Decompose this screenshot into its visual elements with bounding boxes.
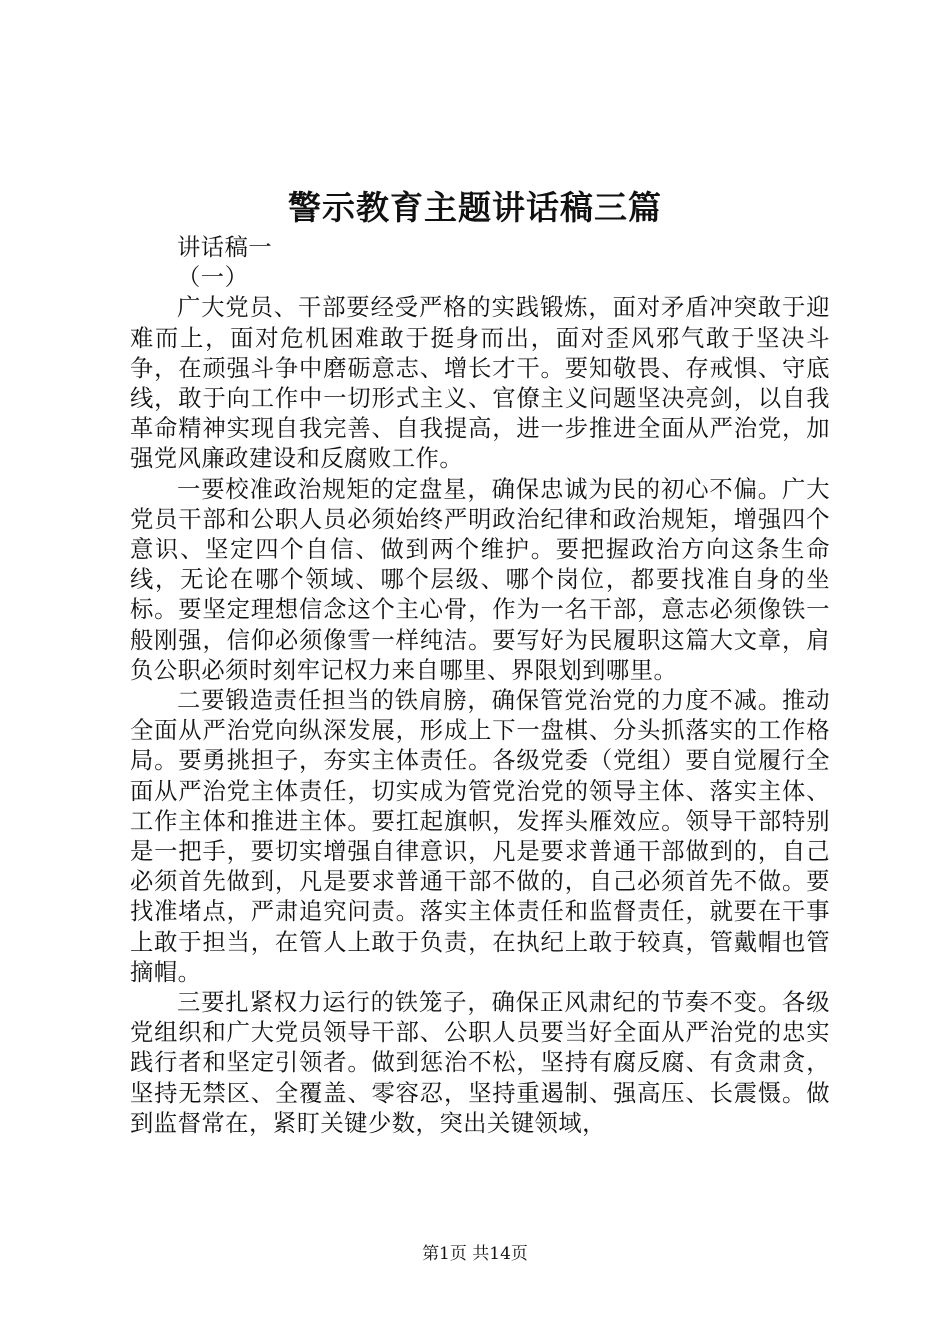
paragraph-3: 二要锻造责任担当的铁肩膀，确保管党治党的力度不减。推动全面从严治党向纵深发展，形成上下一盘棋、分头抓落实的工作格局。要勇挑担子，夯实主体责任。各级党委（党组）要自觉履行全面从严治党主体责任，切实成为管党治党的领导主体、落实主体、工作主体和推进主体。要扛起旗帜，发挥头雁效应。领导干部特别是一把手，要切实增强自律意识，凡是要求普通干部做到的，自己必须首先做到，凡是要求普通干部不做的，自己必须首先不做。要找准堵点，严肃追究问责。落实主体责任和监督责任，就要在干事上敢于担当，在管人上敢于负责，在执纪上敢于较真，管戴帽也管摘帽。: [130, 687, 830, 986]
paragraph-1: 广大党员、干部要经受严格的实践锻炼，面对矛盾冲突敢于迎难而上，面对危机困难敢于挺身而出，面对歪风邪气敢于坚决斗争，在顽强斗争中磨砺意志、增长才干。要知敬畏、存戒惧、守底线，敢于向工作中一切形式主义、官僚主义问题坚决亮剑，以自我革命精神实现自我完善、自我提高，进一步推进全面从严治党，加强党风廉政建设和反腐败工作。: [130, 294, 830, 473]
page-footer: 第1页 共14页: [422, 1244, 528, 1264]
document-body: [130, 233, 830, 1139]
section-heading: （一）: [177, 264, 249, 292]
speech-subtitle: 讲话稿一: [177, 234, 273, 261]
paragraph-4: 三要扎紧权力运行的铁笼子，确保正风肃纪的节奏不变。各级党组织和广大党员领导干部、公职人员要当好全面从严治党的忠实践行者和坚定引领者。做到惩治不松，坚持有腐反腐、有贪肃贪，坚持无禁区、全覆盖、零容忍，坚持重遏制、强高压、长震慑。做到监督常在，紧盯关键少数，突出关键领域，: [130, 989, 830, 1137]
document-title: 警示教育主题讲话稿三篇: [288, 188, 662, 227]
paragraph-2: 一要校准政治规矩的定盘星，确保忠诚为民的初心不偏。广大党员干部和公职人员必须始终严明政治纪律和政治规矩，增强四个意识、坚定四个自信、做到两个维护。要把握政治方向这条生命线，无论在哪个领域、哪个层级、哪个岗位，都要找准自身的坐标。要坚定理想信念这个主心骨，作为一名干部，意志必须像铁一般刚强，信仰必须像雪一样纯洁。要写好为民履职这篇大文章，肩负公职必须时刻牢记权力来自哪里、界限划到哪里。: [130, 475, 830, 684]
